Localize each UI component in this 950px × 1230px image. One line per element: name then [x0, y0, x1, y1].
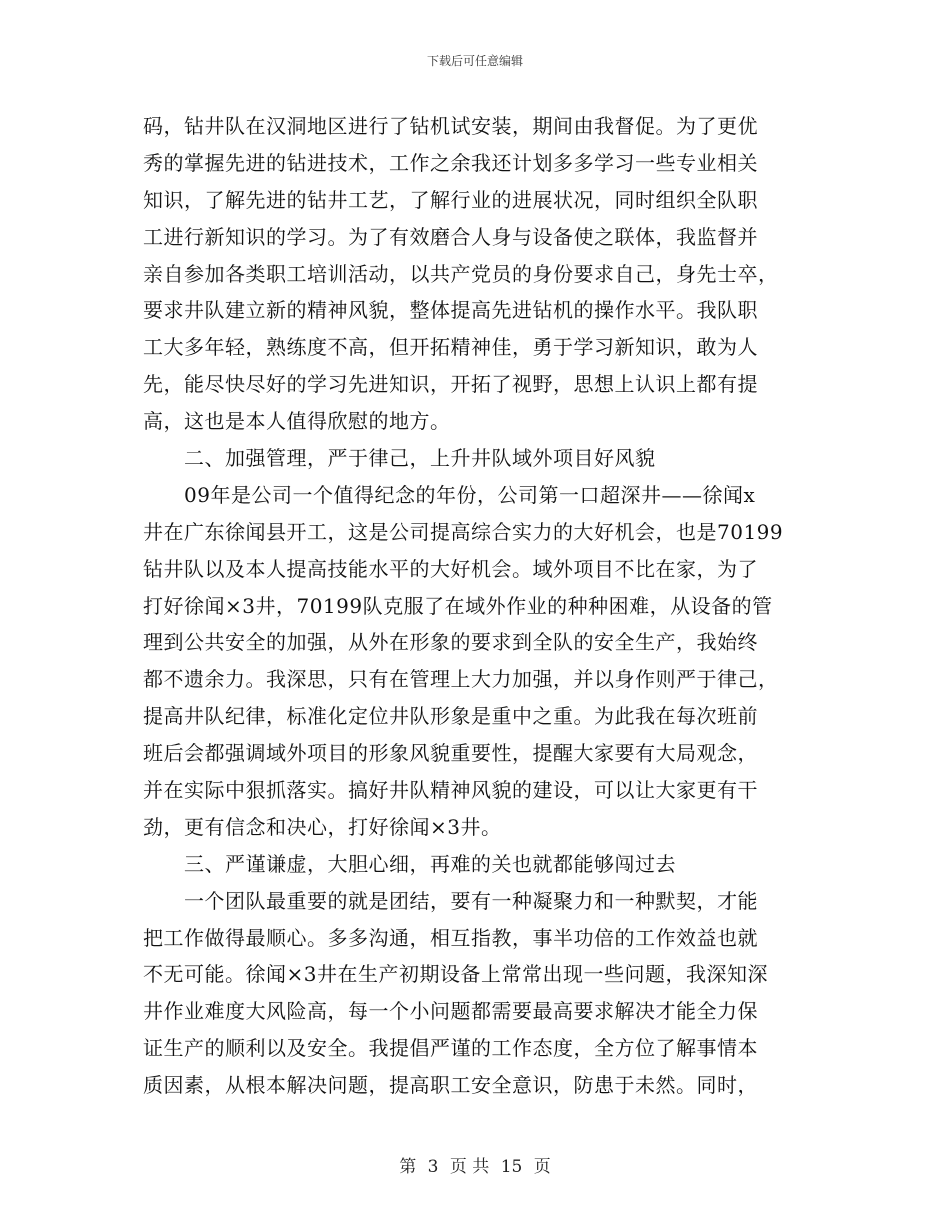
- text-line: 钻井队以及本人提高技能水平的大好机会。域外项目不比在家，为了: [143, 556, 758, 581]
- section-heading: 二、加强管理，严于律己，上升井队域外项目好风貌: [184, 446, 656, 471]
- text-line: 一个团队最重要的就是团结，要有一种凝聚力和一种默契，才能: [184, 888, 758, 913]
- section-heading: 三、严谨谦虚，大胆心细，再难的关也就都能够闯过去: [184, 851, 676, 876]
- page-number: 3: [427, 1157, 439, 1177]
- text-line: 并在实际中狠抓落实。搞好井队精神风貌的建设，可以让大家更有干: [143, 778, 758, 803]
- footer-suffix: 页: [533, 1157, 551, 1177]
- text-line: 井作业难度大风险高，每一个小问题都需要最高要求解决才能全力保: [143, 999, 758, 1024]
- text-line: 理到公共安全的加强，从外在形象的要求到全队的安全生产，我始终: [143, 630, 758, 655]
- text-line: 知识，了解先进的钻井工艺，了解行业的进展状况，同时组织全队职: [143, 187, 758, 212]
- text-line: 高，这也是本人值得欣慰的地方。: [143, 409, 451, 434]
- text-line: 质因素，从根本解决问题，提高职工安全意识，防患于未然。同时，: [143, 1073, 758, 1098]
- text-line: 要求井队建立新的精神风貌，整体提高先进钻机的操作水平。我队职: [143, 298, 758, 323]
- text-line: 秀的掌握先进的钻进技术，工作之余我还计划多多学习一些专业相关: [143, 150, 758, 175]
- page-header: 下载后可任意编辑: [426, 54, 523, 68]
- text-line: 工大多年轻，熟练度不高，但开拓精神佳，勇于学习新知识，敢为人: [143, 335, 758, 360]
- footer-prefix: 第: [399, 1157, 417, 1177]
- page-footer: [0, 1157, 950, 1177]
- text-line: 都不遗余力。我深思，只有在管理上大力加强，并以身作则严于律己，: [143, 667, 779, 692]
- text-line: 工进行新知识的学习。为了有效磨合人身与设备使之联体，我监督并: [143, 224, 758, 249]
- text-line: 打好徐闻×3井，70199队克服了在域外作业的种种困难，从设备的管: [143, 593, 773, 618]
- text-line: 09年是公司一个值得纪念的年份，公司第一口超深井——徐闻x: [184, 482, 756, 507]
- text-line: 码，钻井队在汉洞地区进行了钻机试安装，期间由我督促。为了更优: [143, 114, 758, 138]
- text-line: 证生产的顺利以及安全。我提倡严谨的工作态度，全方位了解事情本: [143, 1036, 758, 1061]
- text-line: 亲自参加各类职工培训活动，以共产党员的身份要求自己，身先士卒，: [143, 261, 779, 286]
- text-line: 劲，更有信念和决心，打好徐闻×3井。: [143, 814, 502, 839]
- total-pages: 15: [500, 1157, 523, 1177]
- document-body: [143, 108, 808, 1104]
- text-line: 把工作做得最顺心。多多沟通，相互指教，事半功倍的工作效益也就: [143, 925, 758, 950]
- text-line: 班后会都强调域外项目的形象风貌重要性，提醒大家要有大局观念，: [143, 741, 758, 766]
- text-line: 井在广东徐闻县开工，这是公司提高综合实力的大好机会，也是70199: [143, 519, 784, 544]
- text-line: 先，能尽快尽好的学习先进知识，开拓了视野，思想上认识上都有提: [143, 372, 758, 397]
- text-line: 不无可能。徐闻×3井在生产初期设备上常常出现一些问题，我深知深: [143, 962, 768, 987]
- text-line: 提高井队纪律，标准化定位井队形象是重中之重。为此我在每次班前: [143, 704, 758, 729]
- footer-middle: 页 共: [449, 1157, 490, 1177]
